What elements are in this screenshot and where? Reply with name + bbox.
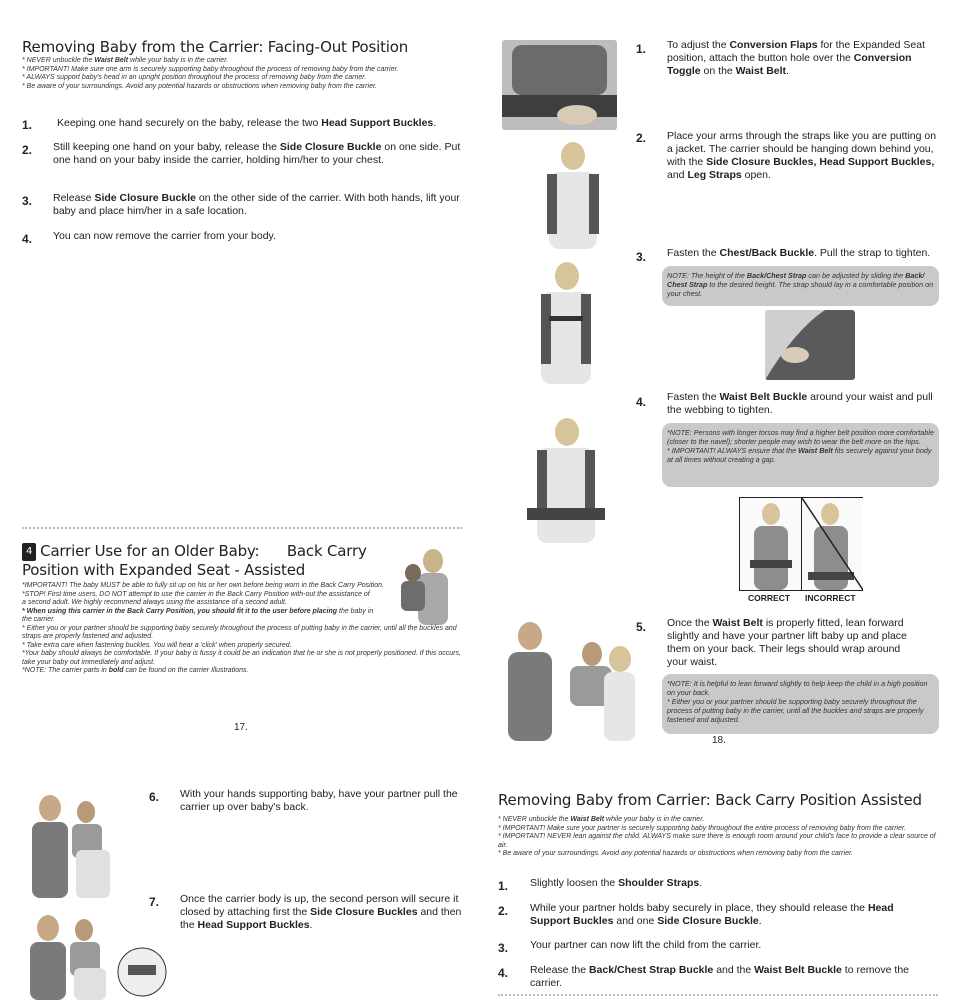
incorrect-illustration: [802, 498, 863, 590]
note-line: *IMPORTANT! The baby MUST be able to fully sit up on his or her own before being worn in the Back Carry Position.: [22, 582, 384, 589]
note-line: *STOP! First time users, DO NOT attempt to use the carrier in the Back Carry Position with-out the assistance of a second adult. We highly recommend always using the assistance of a second adult.: [22, 590, 370, 606]
step-number: 5.: [636, 620, 647, 634]
step-number: 2.: [636, 131, 647, 145]
partner-lifts-baby-photo: [500, 614, 635, 741]
step-number: 3.: [498, 941, 509, 955]
step-text: Fasten the Chest/Back Buckle. Pull the strap to tighten.: [667, 247, 931, 259]
incorrect-label: INCORRECT: [805, 593, 856, 603]
fasten-waist-belt-photo: [515, 408, 613, 543]
fasten-chest-buckle-photo: [525, 254, 607, 384]
section-title-back-carry-removal: Removing Baby from Carrier: Back Carry Position Assisted: [498, 791, 922, 809]
note-line: * Be aware of your surroundings. Avoid any potential hazards or obstructions when removing baby from the carrier.: [498, 850, 853, 857]
step-text: With your hands supporting baby, have your partner pull the carrier up over baby's back.: [180, 788, 458, 813]
chest-strap-closeup-photo: [765, 310, 855, 380]
page-number: 18.: [712, 735, 726, 746]
note-line: * IMPORTANT! Make sure one arm is securely supporting baby throughout the process of removing baby from the carrier.: [22, 65, 399, 73]
step-number: 4.: [22, 232, 33, 246]
note-line: * NEVER unbuckle the Waist Belt while your baby is in the carrier.: [498, 816, 705, 823]
title-part: Position with Expanded Seat - Assisted: [22, 561, 306, 579]
note-line: * Either you or your partner should be supporting baby securely throughout the process of putting baby in the carrier, until all the buckles and straps are properly fastened and adjusted.: [22, 624, 457, 640]
note-line: * IMPORTANT! Make sure your partner is securely supporting baby throughout the entire process of removing baby from the carrier.: [498, 824, 906, 832]
step-number: 6.: [149, 790, 160, 804]
note-line: * When using this carrier in the Back Carry Position, you should fit it to the user before placing the baby in the carrier.: [22, 607, 374, 623]
step-number: 3.: [636, 250, 647, 264]
note-box-waist-belt: *NOTE: Persons with longer torsos may find a higher belt position more comfortable (closer to the navel); shorter people may wish to wear the belt more on the hips. * IMPORTANT! ALWAYS ensure that the Waist Belt fits securely against your body at all times without creating a gap.: [662, 423, 939, 487]
note-line: *NOTE: The carrier parts in bold can be found on the carrier Illustrations.: [22, 667, 249, 674]
step-text: Slightly loosen the Shoulder Straps.: [530, 877, 703, 889]
step-number: 2.: [22, 143, 33, 157]
section-number-badge: 4: [22, 543, 36, 561]
step-number: 4.: [636, 395, 647, 409]
correct-illustration: [740, 498, 802, 590]
back-carry-notes: [22, 582, 462, 676]
step-number: 7.: [149, 895, 160, 909]
step-number: 1.: [636, 42, 647, 56]
note-line: * IMPORTANT! NEVER lean against the child. ALWAYS make sure there is enough room around your child's face to provide a clear source of air.: [498, 833, 936, 849]
note-line: * Take extra care when fastening buckles. You will hear a 'click' when properly secured.: [22, 641, 292, 649]
dotted-divider: [498, 994, 938, 996]
section-title-facing-out: Removing Baby from the Carrier: Facing-Out Position: [22, 38, 409, 56]
step-number: 1.: [498, 879, 509, 893]
correct-incorrect-figure: [739, 497, 863, 591]
page-number: 17.: [234, 722, 248, 733]
note-line: * ALWAYS support baby's head in an upright position throughout the process of removing baby from the carrier.: [22, 74, 367, 81]
step-text: While your partner holds baby securely in place, they should release the Head Support Buckles and one Side Closure Buckle.: [530, 902, 894, 927]
step-text: Fasten the Waist Belt Buckle around your waist and pull the webbing to tighten.: [667, 391, 933, 416]
title-part: Carrier Use for an Older Baby:: [40, 542, 260, 560]
title-part: Back Carry: [286, 542, 367, 560]
partner-secures-buckles-photo: [28, 910, 168, 1000]
note-line: * NEVER unbuckle the Waist Belt while your baby is in the carrier.: [22, 57, 229, 64]
step-number: 3.: [22, 194, 33, 208]
dotted-divider: [22, 527, 462, 529]
note-line: *Your baby should always be comfortable. If your baby is fussy it could be an indication that he or she is not properly positioned. If this occurs, take your baby out immediately and adjust.: [22, 650, 461, 666]
note-box-chest-strap: NOTE: The height of the Back/Chest Strap can be adjusted by sliding the Back/ Chest Strap to the desired height. The strap should lay in a comfortable position on your chest.: [662, 266, 939, 306]
step-number: 4.: [498, 966, 509, 980]
note-box-lean-forward: *NOTE: It is helpful to lean forward slightly to help keep the child in a high position on your back. * Either you or your partner should be supporting baby securely throughout the process of putting baby in the carrier, until all the buckles and straps are properly fastened and adjusted.: [662, 674, 939, 734]
removal-notes: [498, 816, 938, 859]
step-text: Release the Back/Chest Strap Buckle and the Waist Belt Buckle to remove the carrier.: [530, 964, 909, 989]
step-text: Release Side Closure Buckle on the other side of the carrier. With both hands, lift your baby and place him/her in a safe location.: [53, 192, 460, 217]
step-text: To adjust the Conversion Flaps for the Expanded Seat position, attach the button hole over the Conversion Toggle on the Waist Belt.: [667, 39, 925, 77]
step-text: Once the Waist Belt is properly fitted, lean forward slightly and have your partner lift baby up and place them on your back. Their legs should wrap around your waist.: [667, 617, 907, 668]
step-text: Keeping one hand securely on the baby, release the two Head Support Buckles.: [57, 117, 437, 129]
facing-out-notes: [22, 57, 452, 91]
section-title-back-carry: [22, 542, 402, 579]
step-number: 2.: [498, 904, 509, 918]
step-text: Place your arms through the straps like you are putting on a jacket. The carrier should be hanging down behind you, with the Side Closure Buckles, Head Support Buckles, and Leg Straps open.: [667, 130, 937, 181]
partner-pulls-carrier-photo: [28, 790, 113, 898]
note-line: * Be aware of your surroundings. Avoid any potential hazards or obstructions when removing baby from the carrier.: [22, 82, 377, 90]
step-number: 1.: [22, 118, 33, 132]
step-text: Once the carrier body is up, the second person will secure it closed by attaching first the Side Closure Buckles and then the Head Support Buckles.: [180, 893, 462, 931]
step-text: You can now remove the carrier from your body.: [53, 230, 276, 242]
woman-putting-on-carrier-photo: [535, 134, 610, 249]
step-text: Still keeping one hand on your baby, release the Side Closure Buckle on one side. Put one hand on your baby inside the carrier, holding him/her to your chest.: [53, 141, 461, 166]
step-text: Your partner can now lift the child from the carrier.: [530, 939, 762, 951]
correct-label: CORRECT: [748, 593, 791, 603]
conversion-flaps-photo: [502, 40, 617, 130]
